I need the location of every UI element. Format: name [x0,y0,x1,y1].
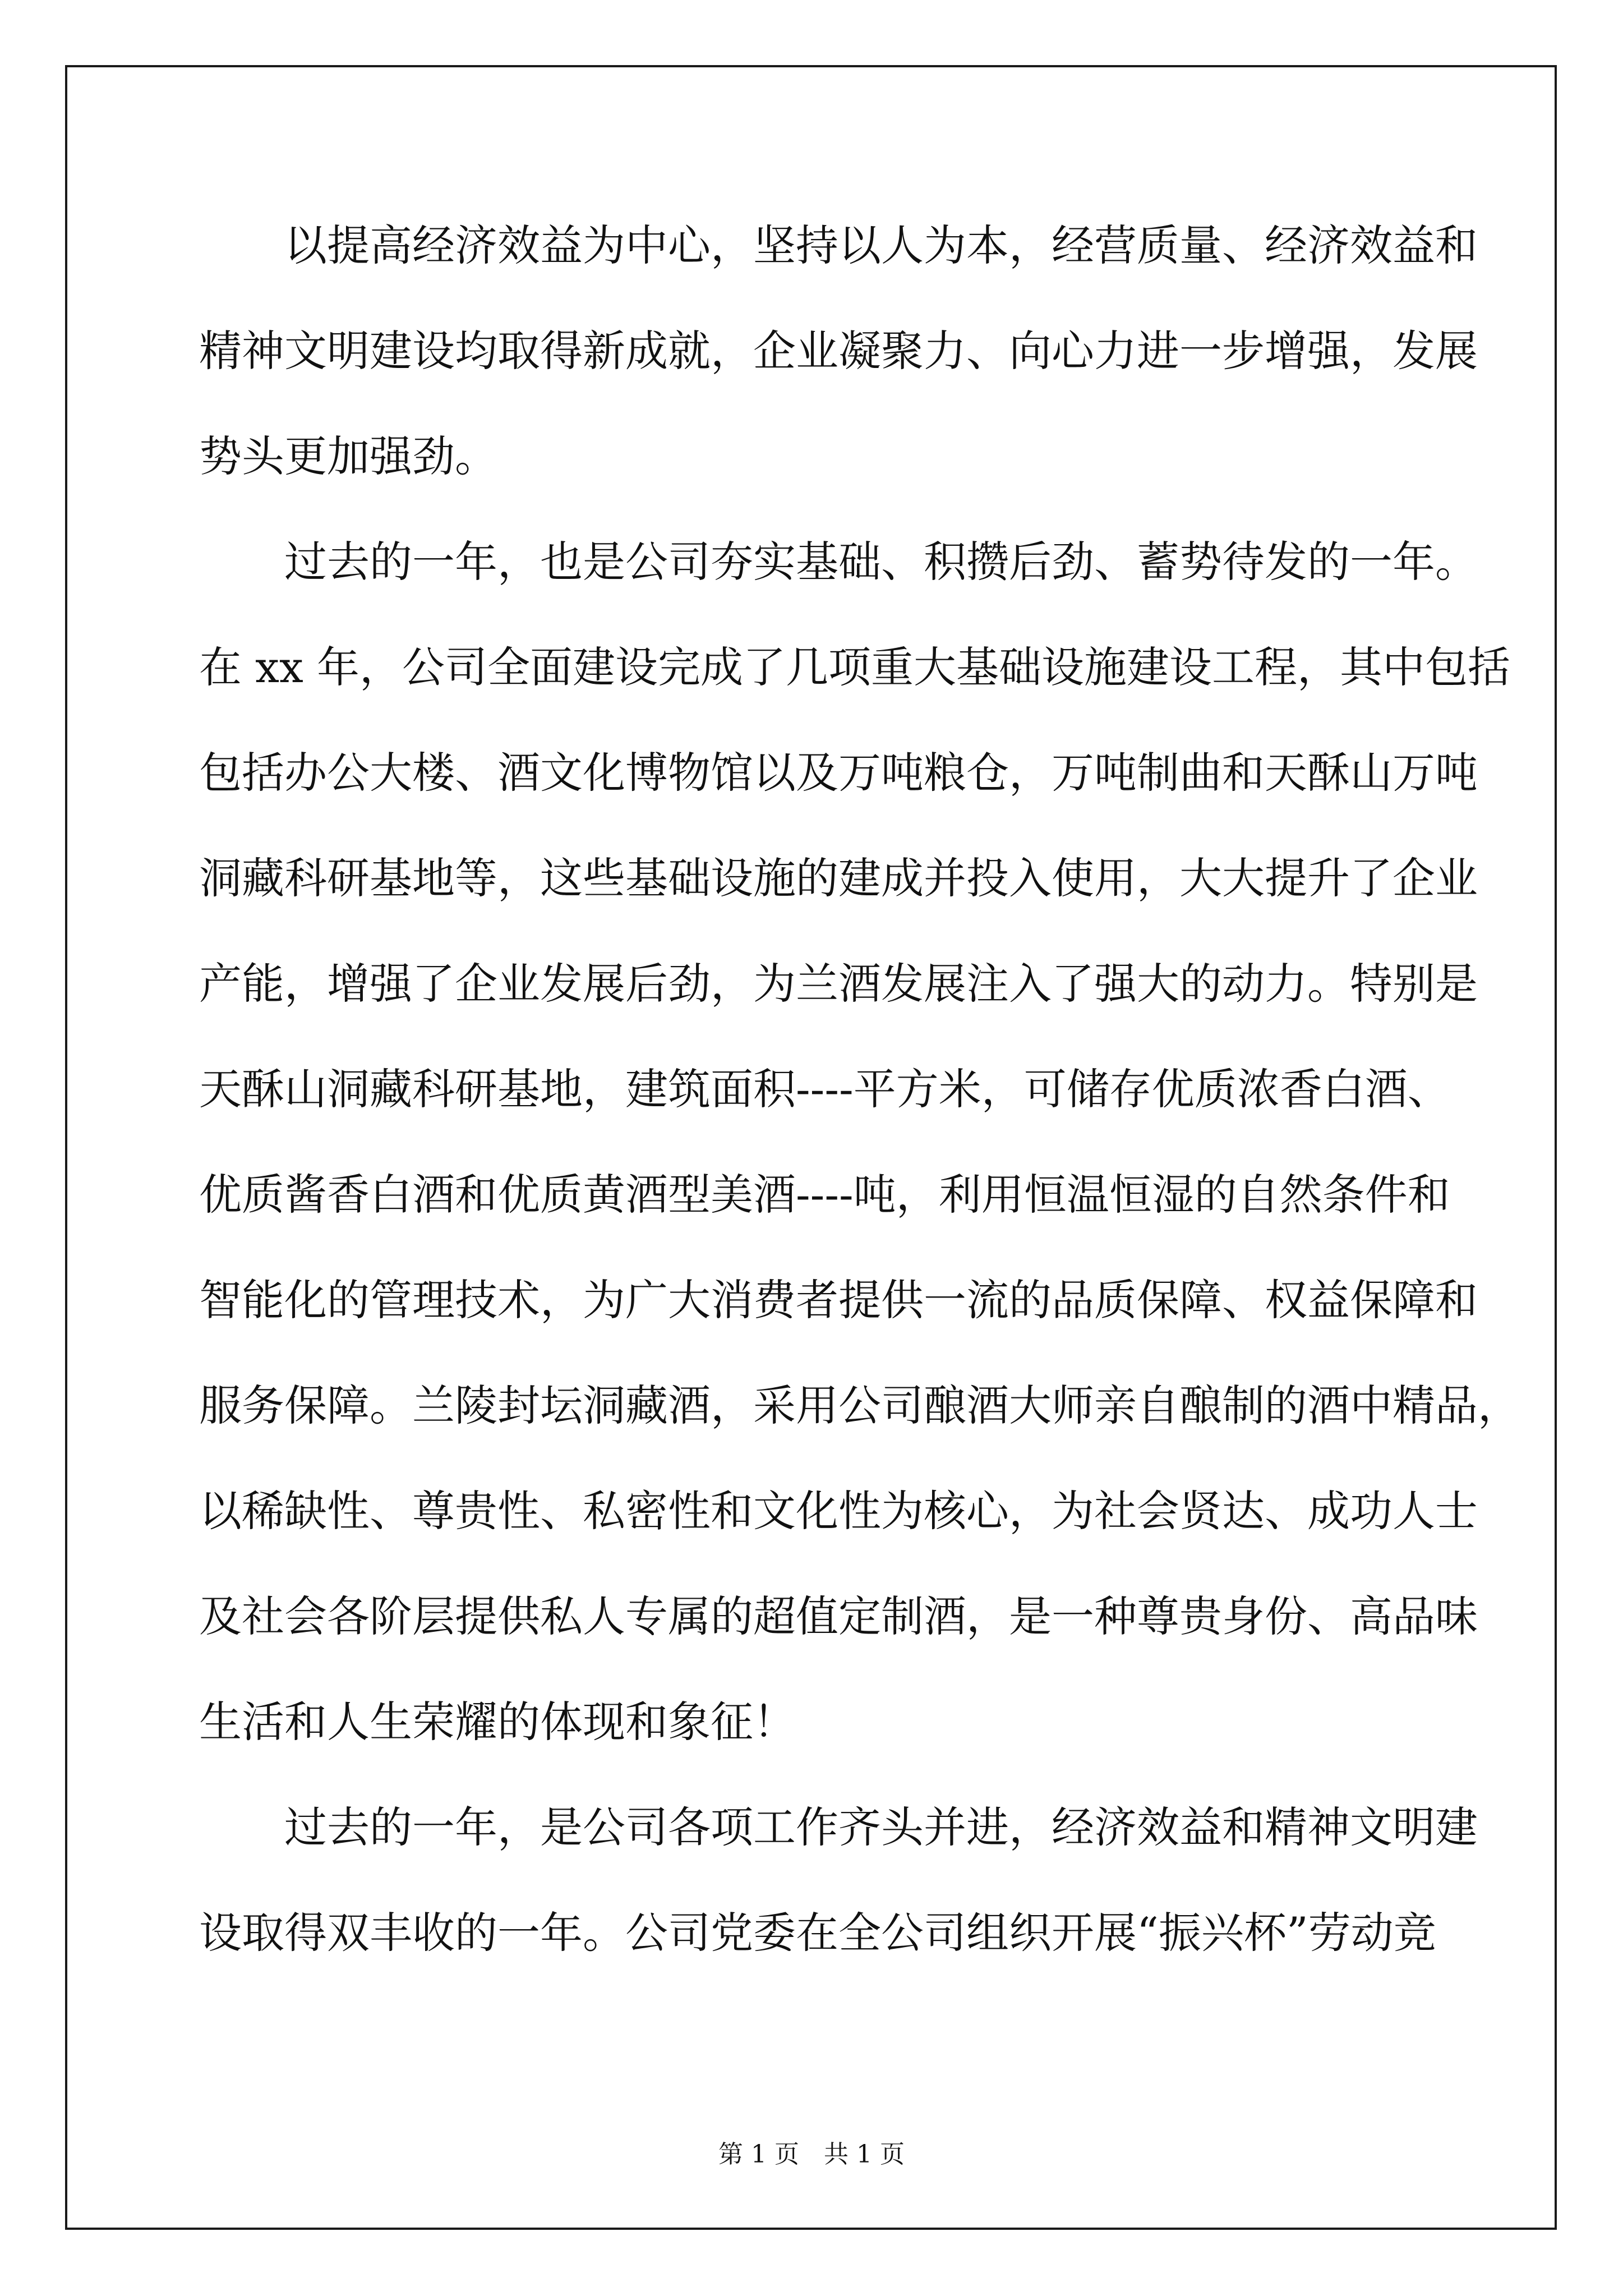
text-line: 在 xx 年，公司全面建设完成了几项重大基础设施建设工程，其中包括 [199,642,1511,692]
text-line: 势头更加强劲。 [199,431,497,481]
text-line: 及社会各阶层提供私人专属的超值定制酒，是一种尊贵身份、高品味 [199,1591,1478,1641]
page-footer: 第 1 页 共 1 页 [718,2140,905,2169]
text-line: 洞藏科研基地等，这些基础设施的建成并投入使用，大大提升了企业 [199,853,1478,903]
text-line: 服务保障。兰陵封坛洞藏酒，采用公司酿酒大师亲自酿制的酒中精品， [199,1381,1520,1430]
text-line: 精神文明建设均取得新成就，企业凝聚力、向心力进一步增强，发展 [199,326,1478,376]
document-body [199,214,1520,2007]
text-line: 设取得双丰收的一年。公司党委在全公司组织开展“振兴杯”劳动竞 [199,1908,1436,1958]
text-line: 过去的一年，也是公司夯实基础、积攒后劲、蓄势待发的一年。 [284,537,1478,587]
text-line: 天酥山洞藏科研基地，建筑面积----平方米，可储存优质浓香白酒、 [199,1064,1450,1114]
text-line: 优质酱香白酒和优质黄酒型美酒----吨，利用恒温恒湿的自然条件和 [199,1170,1450,1220]
text-line: 包括办公大楼、酒文化博物馆以及万吨粮仓，万吨制曲和天酥山万吨 [199,748,1478,798]
text-line: 过去的一年，是公司各项工作齐头并进，经济效益和精神文明建 [284,1802,1478,1852]
text-line: 产能，增强了企业发展后劲，为兰酒发展注入了强大的动力。特别是 [199,959,1478,1009]
text-line: 智能化的管理技术，为广大消费者提供一流的品质保障、权益保障和 [199,1275,1478,1325]
text-line: 生活和人生荣耀的体现和象征！ [199,1697,796,1747]
text-line: 以稀缺性、尊贵性、私密性和文化性为核心，为社会贤达、成功人士 [199,1486,1478,1536]
text-line: 以提高经济效益为中心，坚持以人为本，经营质量、经济效益和 [284,220,1478,270]
